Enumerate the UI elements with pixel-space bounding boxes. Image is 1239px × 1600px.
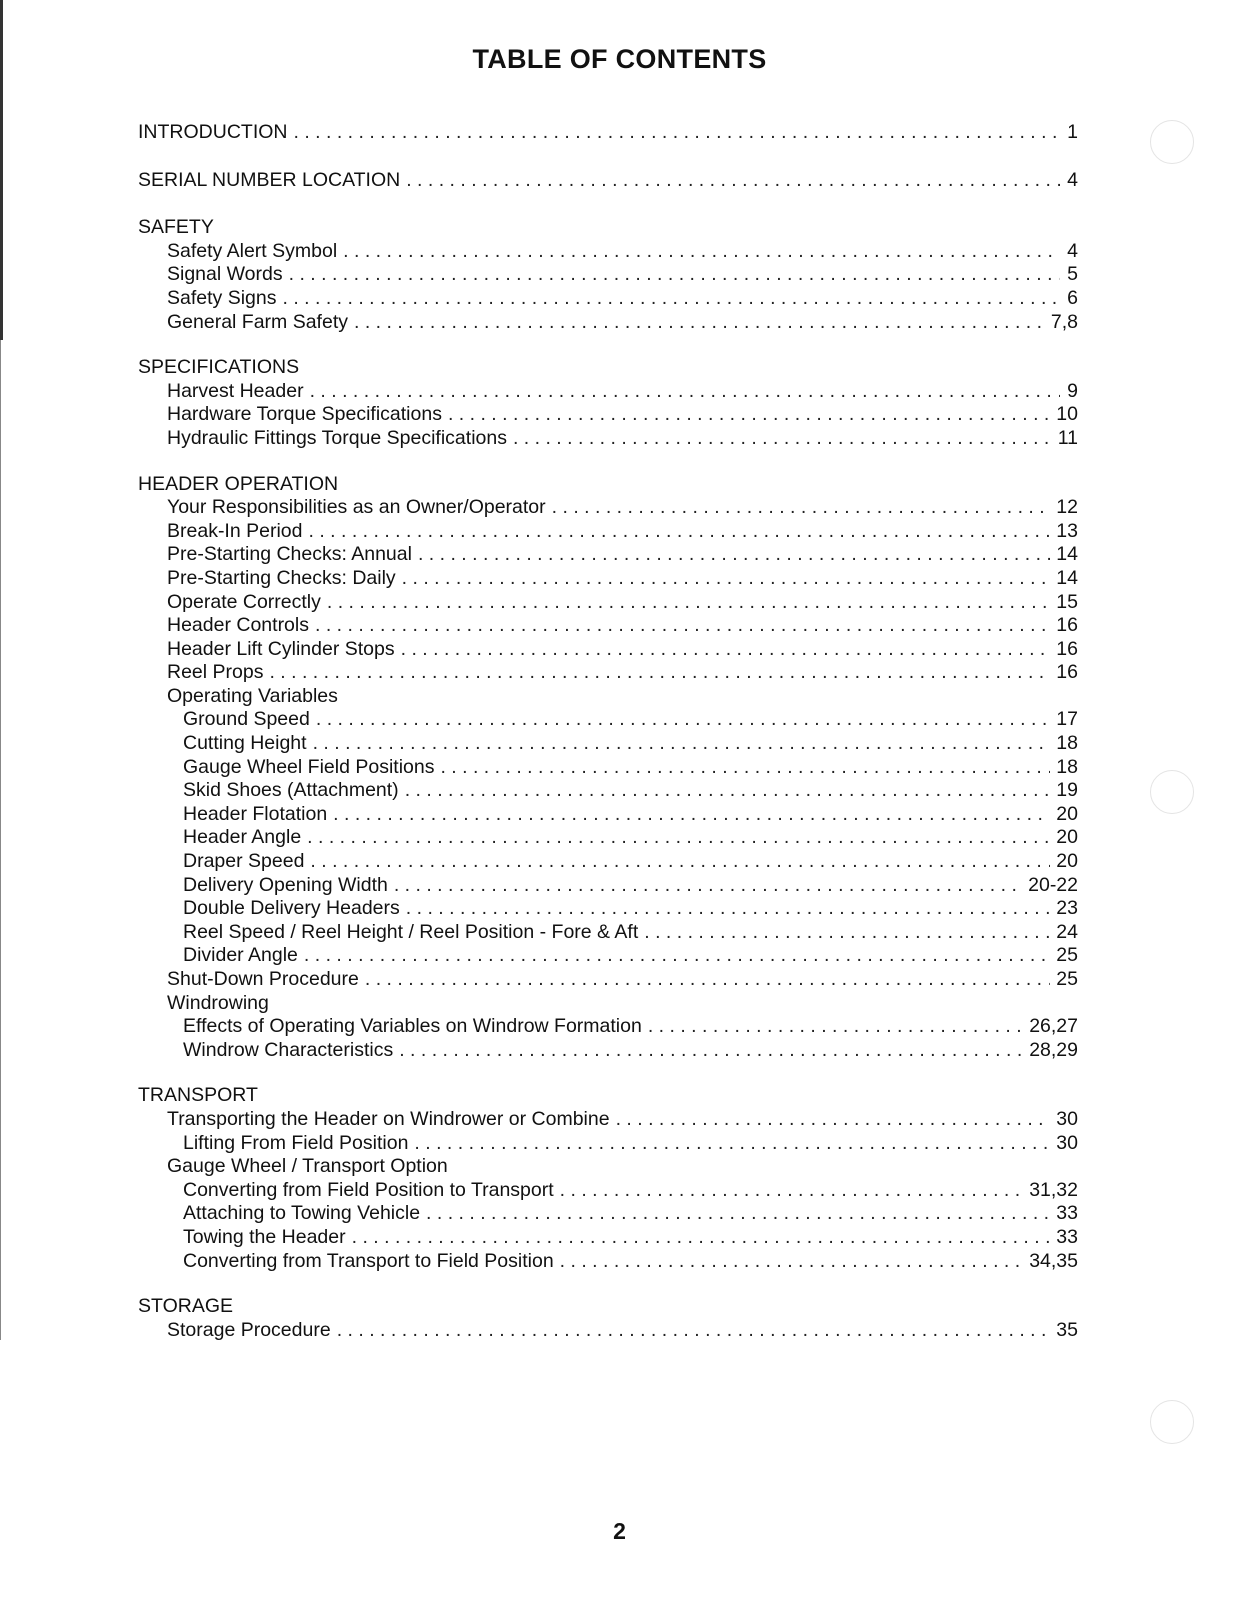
toc-entry[interactable] [138, 543, 1078, 567]
dot-leader [282, 287, 1060, 311]
toc-entry-label: General Farm Safety [167, 310, 348, 333]
toc-entry-label: Header Controls [167, 614, 309, 637]
toc-entry-page: 28,29 [1029, 1038, 1078, 1061]
dot-leader [426, 1202, 1050, 1226]
toc-entry[interactable] [138, 591, 1078, 615]
toc-entry[interactable] [138, 1108, 1078, 1132]
toc-section-header-operation [138, 473, 1078, 497]
dot-leader [315, 614, 1050, 638]
toc-entry[interactable] [138, 311, 1078, 335]
toc-entry-label: Cutting Height [183, 732, 307, 755]
dot-leader [648, 1015, 1023, 1039]
dot-leader [307, 826, 1050, 850]
toc-entry-label: Converting from Transport to Field Position [183, 1249, 554, 1272]
toc-entry-page: 33 [1056, 1225, 1078, 1248]
toc-entry-page: 4 [1067, 239, 1078, 262]
toc-entry[interactable] [138, 921, 1078, 945]
toc-entry-page: 15 [1056, 590, 1078, 613]
toc-entry-label: Delivery Opening Width [183, 873, 388, 896]
toc-entry[interactable] [138, 732, 1078, 756]
toc-entry-label: Header Angle [183, 826, 302, 849]
toc-entry-label: Towing the Header [183, 1225, 346, 1248]
toc-entry[interactable] [138, 403, 1078, 427]
dot-leader [414, 1132, 1050, 1156]
table-of-contents [138, 121, 1078, 1342]
toc-entry[interactable] [138, 1015, 1078, 1039]
dot-leader [394, 874, 1022, 898]
toc-entry[interactable] [138, 756, 1078, 780]
dot-leader [552, 496, 1051, 520]
toc-entry-label: SERIAL NUMBER LOCATION [138, 168, 401, 191]
dot-leader [289, 263, 1060, 287]
toc-entry[interactable] [138, 1250, 1078, 1274]
toc-entry[interactable] [138, 263, 1078, 287]
dot-leader [644, 921, 1050, 945]
toc-entry-page: 16 [1056, 637, 1078, 660]
toc-entry[interactable] [138, 427, 1078, 451]
toc-entry[interactable] [138, 567, 1078, 591]
toc-entry-label: Effects of Operating Variables on Windrow Formation [183, 1015, 642, 1038]
toc-entry[interactable] [138, 638, 1078, 662]
toc-entry-label: Transporting the Header on Windrower or Combine [167, 1107, 610, 1130]
toc-entry-page: 18 [1056, 732, 1078, 755]
toc-entry[interactable] [138, 944, 1078, 968]
toc-entry-label: Reel Props [167, 661, 264, 684]
toc-entry[interactable] [138, 1226, 1078, 1250]
toc-entry[interactable] [138, 1132, 1078, 1156]
dot-leader [560, 1250, 1024, 1274]
dot-leader [304, 944, 1050, 968]
toc-entry-label: Operate Correctly [167, 590, 321, 613]
toc-entry[interactable] [138, 708, 1078, 732]
toc-entry-page: 18 [1056, 755, 1078, 778]
toc-entry-page: 30 [1056, 1107, 1078, 1130]
toc-entry[interactable] [138, 287, 1078, 311]
toc-entry[interactable] [138, 1202, 1078, 1226]
dot-leader [316, 708, 1050, 732]
toc-entry-label: Safety Signs [167, 286, 277, 309]
section-heading: SPECIFICATIONS [138, 356, 300, 379]
toc-entry-label: Draper Speed [183, 850, 305, 873]
dot-leader [406, 897, 1051, 921]
page-number: 2 [613, 1518, 626, 1544]
section-heading: SAFETY [138, 216, 214, 239]
toc-entry-page: 33 [1056, 1202, 1078, 1225]
subsection-heading: Operating Variables [167, 684, 338, 707]
toc-entry-introduction[interactable] [138, 121, 1078, 145]
toc-entry-page: 12 [1056, 496, 1078, 519]
toc-section-transport [138, 1084, 1078, 1108]
dot-leader [310, 380, 1060, 404]
toc-entry[interactable] [138, 240, 1078, 264]
toc-entry-page: 4 [1067, 168, 1078, 191]
subsection-heading: Windrowing [167, 991, 269, 1014]
dot-leader [399, 1039, 1023, 1063]
toc-entry-label: Gauge Wheel Field Positions [183, 755, 435, 778]
toc-entry[interactable] [138, 614, 1078, 638]
toc-entry-label: Converting from Field Position to Transport [183, 1178, 554, 1201]
dot-leader [405, 779, 1051, 803]
toc-entry-page: 35 [1056, 1318, 1078, 1341]
toc-entry[interactable] [138, 1179, 1078, 1203]
dot-leader [354, 311, 1045, 335]
toc-entry[interactable] [138, 826, 1078, 850]
toc-entry-label: Pre-Starting Checks: Daily [167, 566, 396, 589]
toc-entry-page: 24 [1056, 920, 1078, 943]
dot-leader [513, 427, 1052, 451]
toc-entry[interactable] [138, 380, 1078, 404]
toc-entry[interactable] [138, 897, 1078, 921]
dot-leader [365, 968, 1050, 992]
toc-entry-label: Signal Words [167, 263, 283, 286]
toc-entry-label: Header Flotation [183, 802, 328, 825]
dot-leader [313, 732, 1051, 756]
toc-entry-page: 1 [1067, 121, 1078, 143]
toc-entry[interactable] [138, 496, 1078, 520]
toc-entry-page: 34,35 [1029, 1249, 1078, 1272]
toc-entry-page: 6 [1067, 286, 1078, 309]
toc-entry-page: 17 [1056, 708, 1078, 731]
toc-entry-page: 10 [1056, 403, 1078, 426]
dot-leader [327, 591, 1050, 615]
toc-entry-serial-number-location[interactable] [138, 169, 1078, 193]
toc-entry-label: Ground Speed [183, 708, 310, 731]
toc-entry-page: 23 [1056, 897, 1078, 920]
toc-entry-page: 30 [1056, 1131, 1078, 1154]
toc-entry-page: 20-22 [1028, 873, 1078, 896]
toc-entry-page: 7,8 [1050, 310, 1078, 333]
dot-leader [310, 850, 1050, 874]
section-heading: TRANSPORT [138, 1084, 258, 1107]
toc-entry-label: Hardware Torque Specifications [167, 403, 442, 426]
toc-entry[interactable] [138, 874, 1078, 898]
dot-leader [560, 1179, 1024, 1203]
toc-subsection-operating-variables [138, 685, 1078, 709]
toc-entry-page: 19 [1056, 779, 1078, 802]
toc-subsection-windrowing [138, 992, 1078, 1016]
toc-entry[interactable] [138, 1039, 1078, 1063]
toc-section-safety [138, 216, 1078, 240]
section-heading: STORAGE [138, 1295, 233, 1318]
toc-entry-label: Divider Angle [183, 944, 298, 967]
toc-entry-label: Skid Shoes (Attachment) [183, 779, 399, 802]
dot-leader [333, 803, 1050, 827]
toc-subsection-gauge-wheel [138, 1155, 1078, 1179]
dot-leader [448, 403, 1050, 427]
subsection-heading: Gauge Wheel / Transport Option [167, 1155, 448, 1178]
toc-entry-page: 26,27 [1029, 1015, 1078, 1038]
toc-entry[interactable] [138, 968, 1078, 992]
toc-entry-label: Lifting From Field Position [183, 1131, 409, 1154]
toc-entry-page: 14 [1056, 566, 1078, 589]
binder-hole [1150, 770, 1194, 814]
toc-section-storage [138, 1295, 1078, 1319]
toc-entry-label: Reel Speed / Reel Height / Reel Position - Fore & Aft [183, 920, 639, 943]
dot-leader [401, 638, 1051, 662]
page-edge-mark-lower [0, 340, 1, 1340]
toc-entry-page: 16 [1056, 614, 1078, 637]
page-title: TABLE OF CONTENTS [472, 44, 767, 74]
dot-leader [352, 1226, 1051, 1250]
toc-entry-label: Double Delivery Headers [183, 897, 400, 920]
toc-entry[interactable] [138, 520, 1078, 544]
toc-entry[interactable] [138, 1319, 1078, 1343]
dot-leader [440, 756, 1050, 780]
toc-entry-page: 31,32 [1029, 1178, 1078, 1201]
binder-hole [1150, 120, 1194, 164]
dot-leader [406, 169, 1060, 193]
dot-leader [343, 240, 1060, 264]
toc-entry-label: INTRODUCTION [138, 121, 288, 143]
dot-leader [402, 567, 1051, 591]
toc-entry-label: Hydraulic Fittings Torque Specifications [167, 426, 507, 449]
toc-entry-label: Safety Alert Symbol [167, 239, 338, 262]
toc-entry-page: 14 [1056, 543, 1078, 566]
toc-entry-label: Break-In Period [167, 519, 303, 542]
toc-entry-label: Your Responsibilities as an Owner/Operator [167, 496, 546, 519]
toc-entry-label: Pre-Starting Checks: Annual [167, 543, 412, 566]
toc-entry[interactable] [138, 850, 1078, 874]
toc-entry-label: Header Lift Cylinder Stops [167, 637, 395, 660]
dot-leader [418, 543, 1050, 567]
toc-entry-label: Harvest Header [167, 379, 304, 402]
toc-entry-label: Windrow Characteristics [183, 1038, 394, 1061]
dot-leader [269, 661, 1050, 685]
dot-leader [308, 520, 1050, 544]
toc-entry-label: Storage Procedure [167, 1318, 331, 1341]
toc-entry-page: 20 [1056, 802, 1078, 825]
toc-entry-page: 25 [1056, 968, 1078, 990]
dot-leader [337, 1319, 1051, 1343]
toc-entry-label: Shut-Down Procedure [167, 968, 359, 990]
toc-entry-page: 9 [1067, 379, 1078, 402]
toc-entry[interactable] [138, 803, 1078, 827]
toc-entry-page: 20 [1056, 826, 1078, 849]
toc-entry-label: Attaching to Towing Vehicle [183, 1202, 421, 1225]
dot-leader [294, 121, 1061, 145]
toc-entry-page: 13 [1056, 519, 1078, 542]
section-heading: HEADER OPERATION [138, 472, 339, 495]
toc-entry-page: 25 [1056, 944, 1078, 967]
toc-entry-page: 5 [1067, 263, 1078, 286]
toc-entry-page: 11 [1057, 426, 1078, 449]
toc-entry-page: 16 [1056, 661, 1078, 684]
dot-leader [616, 1108, 1051, 1132]
binder-hole [1150, 1400, 1194, 1444]
toc-entry[interactable] [138, 661, 1078, 685]
toc-entry-page: 20 [1056, 850, 1078, 873]
toc-section-specifications [138, 356, 1078, 380]
toc-entry[interactable] [138, 779, 1078, 803]
